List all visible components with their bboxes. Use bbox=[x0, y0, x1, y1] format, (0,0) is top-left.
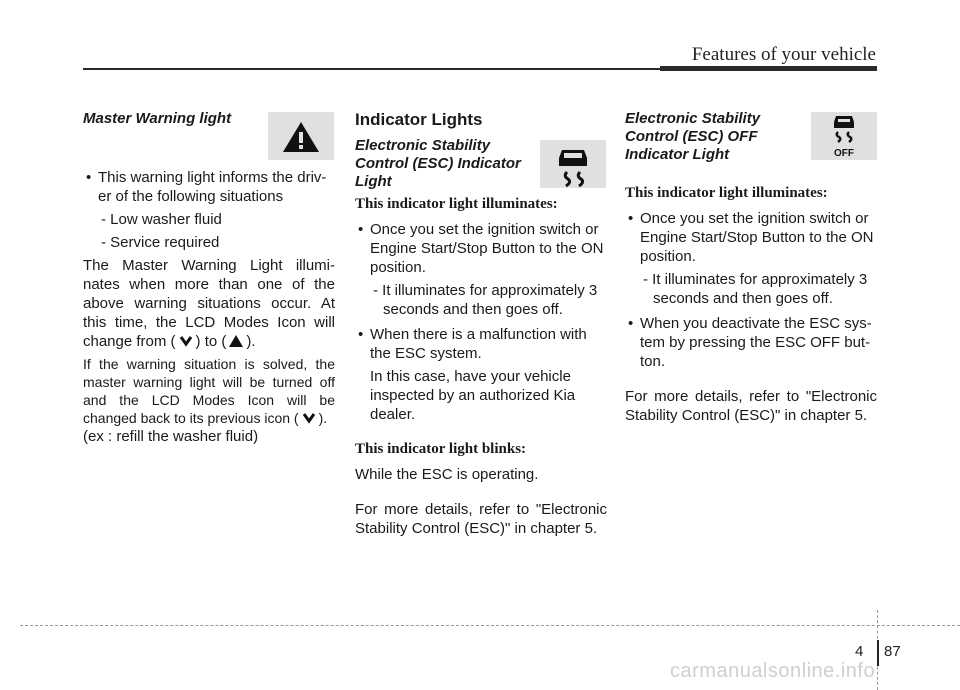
situation-item: - Low washer fluid bbox=[101, 211, 222, 228]
esc-indicator-icon bbox=[540, 140, 606, 188]
paragraph-text: ). bbox=[246, 333, 256, 350]
wrench-icon bbox=[179, 335, 193, 347]
esc-sub-item: - It illuminates for approximately 3 seconds and then goes off. bbox=[373, 282, 598, 318]
esc-bullet: • Once you set the ignition switch or Engine Start/Stop Button to the ON position. bbox=[355, 220, 607, 277]
illuminates-heading: This indicator light illuminates: bbox=[625, 185, 828, 201]
paragraph-text: ). bbox=[318, 410, 328, 426]
blinks-heading: This indicator light blinks: bbox=[355, 441, 527, 457]
esc-off-more-details: For more details, refer to "Electronic Stability Control (ESC)" in chapter 5. bbox=[625, 388, 877, 424]
esc-off-car-icon bbox=[811, 112, 877, 160]
indicator-lights-heading: Indicator Lights bbox=[355, 110, 483, 129]
blinks-text: While the ESC is operating. bbox=[355, 466, 539, 483]
master-warning-bullet: • This warning light informs the driv-er of the following situations bbox=[83, 168, 335, 206]
paragraph-text: If the warning situation is solved, the master warning light will be turned off and the LCD Modes Icon will be changed back to its previous icon ( bbox=[83, 356, 335, 426]
esc-off-icon-label: OFF bbox=[834, 148, 854, 159]
warning-triangle-icon bbox=[229, 335, 243, 347]
example-text: (ex : refill the washer fluid) bbox=[83, 428, 259, 445]
chapter-number: 4 bbox=[855, 643, 864, 660]
master-warning-heading: Master Warning light bbox=[83, 110, 232, 127]
esc-off-sub-item: - It illuminates for approximately 3 seconds and then goes off. bbox=[643, 271, 868, 307]
esc-off-bullet: • When you deactivate the ESC sys-tem by pressing the ESC OFF but-ton. bbox=[625, 314, 877, 371]
watermark: carmanualsonline.info bbox=[670, 660, 876, 682]
page-number: 87 bbox=[884, 643, 901, 660]
column-master-warning bbox=[83, 110, 335, 446]
master-warning-paragraph bbox=[83, 355, 335, 427]
esc-more-details: For more details, refer to "Electronic Stability Control (ESC)" in chapter 5. bbox=[355, 501, 607, 537]
esc-indicator-heading: Electronic Stability Control (ESC) Indicator Light bbox=[355, 137, 521, 190]
paragraph-text: ) to ( bbox=[195, 333, 227, 350]
wrench-icon bbox=[302, 412, 316, 424]
illuminates-heading: This indicator light illuminates: bbox=[355, 196, 558, 212]
situation-item: - Service required bbox=[101, 234, 220, 251]
header-rule-accent bbox=[660, 66, 877, 71]
esc-off-heading: Electronic Stability Control (ESC) OFF Indicator Light bbox=[625, 110, 761, 163]
warning-triangle-icon bbox=[268, 112, 334, 160]
page-separator bbox=[877, 640, 879, 666]
esc-off-bullet: • Once you set the ignition switch or Engine Start/Stop Button to the ON position. bbox=[625, 209, 877, 266]
esc-indent-text: In this case, have your vehicle inspected by an authorized Kia dealer. bbox=[370, 368, 576, 423]
esc-bullet: • When there is a malfunction with the ESC system. bbox=[355, 325, 607, 363]
master-warning-icon bbox=[268, 112, 334, 160]
paragraph-text: The Master Warning Light illumi-nates when more than one of the above warning situations occur. At this time, the LCD Modes Icon will change from ( bbox=[83, 257, 335, 350]
page-header-title: Features of your vehicle bbox=[691, 44, 876, 65]
footer-rule bbox=[20, 625, 960, 626]
master-warning-paragraph bbox=[83, 256, 335, 351]
esc-car-skid-icon bbox=[540, 140, 606, 188]
esc-off-indicator-icon bbox=[811, 112, 877, 160]
